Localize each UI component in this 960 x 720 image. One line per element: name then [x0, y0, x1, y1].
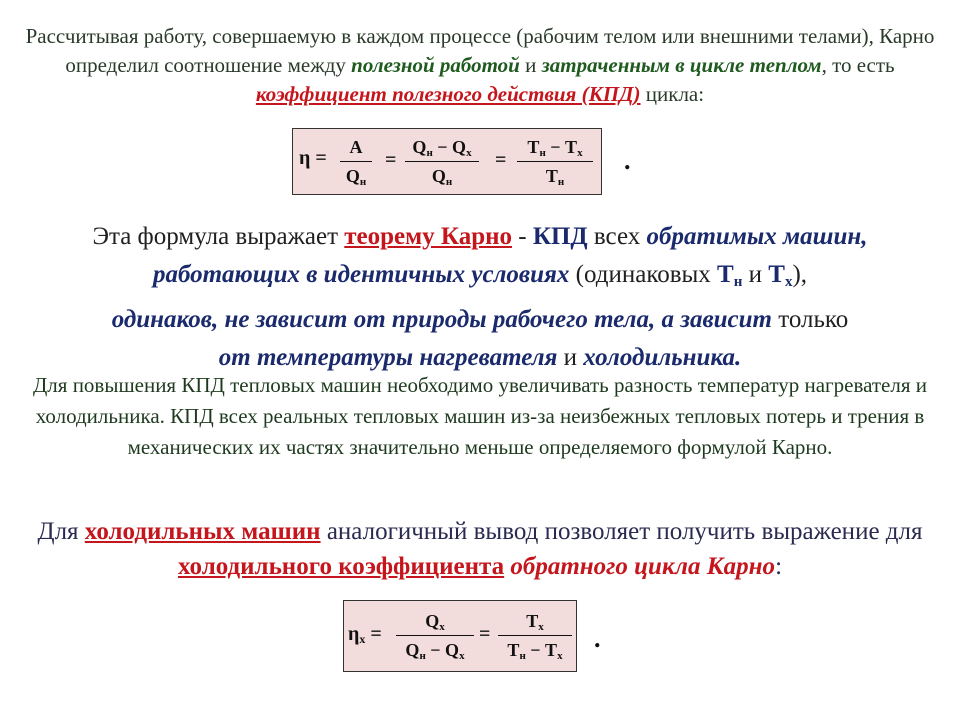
spent-heat-term: затраченным в цикле теплом	[541, 53, 822, 77]
fraction-tx-over-diff: $T_х$ $T_н - T_х$	[496, 607, 574, 664]
fraction-temperature-difference: $T_н - T_х$ $T_н$	[515, 133, 595, 190]
carnot-theorem-paragraph: Эта формула выражает теорему Карно - КПД всех обратимых машин, работающих в идентичных условиях (одинаковых $T_н$ и $T_х$), одинаков, не зависит от природы рабочего тела, а зависит только от температуры нагревателя и холодильника.	[92, 223, 868, 371]
fraction-heat-difference: $Q_н - Q_х$ $Q_н$	[403, 133, 481, 190]
refrigeration-formula-box: $\eta_х$ = $Q_х$ $Q_н - Q_х$ = $T_х$ $T_н - T_х$	[343, 600, 577, 672]
efficiency-term: коэффициент полезного действия (КПД)	[255, 82, 641, 106]
efficiency-increase-paragraph: Для повышения КПД тепловых машин необходимо увеличивать разность температур нагревателя и холодильника. КПД всех реальных тепловых машин из-за неизбежных тепловых потерь и трения в механических их частях значительно меньше определяемого формулой Карно.	[32, 373, 928, 459]
refrigeration-paragraph: Для холодильных машин аналогичный вывод позволяет получить выражение для холодильного коэффициента обратного цикла Карно:	[37, 518, 923, 580]
carnot-theorem-term: теорему Карно	[344, 223, 513, 250]
fraction-qx-over-diff: $Q_х$ $Q_н - Q_х$	[394, 607, 476, 664]
eta-symbol: η =	[299, 147, 327, 169]
refrigeration-coefficient-term: холодильного коэффициента	[177, 553, 505, 580]
formula2-period: .	[594, 624, 601, 653]
refrigeration-machines-term: холодильных машин	[84, 518, 321, 545]
efficiency-formula-box: η = A $Q_н$ = $Q_н - Q_х$ $Q_н$ = $T_н - T_х$ $T_н$	[292, 128, 602, 195]
reverse-carnot-term: обратного цикла Карно	[510, 553, 776, 580]
intro-paragraph: Рассчитывая работу, совершаемую в каждом процессе (рабочим телом или внешними телами), Карно определил соотношение между полезной работой и затраченным в цикле теплом, то есть коэффициент полезного действия (КПД) цикла:	[25, 24, 935, 106]
formula1-period: .	[624, 146, 631, 175]
eta-x-symbol: $\eta_х$ =	[348, 623, 382, 646]
fraction-a-over-qh: A $Q_н$	[338, 133, 374, 190]
useful-work-term: полезной работой	[351, 53, 520, 77]
